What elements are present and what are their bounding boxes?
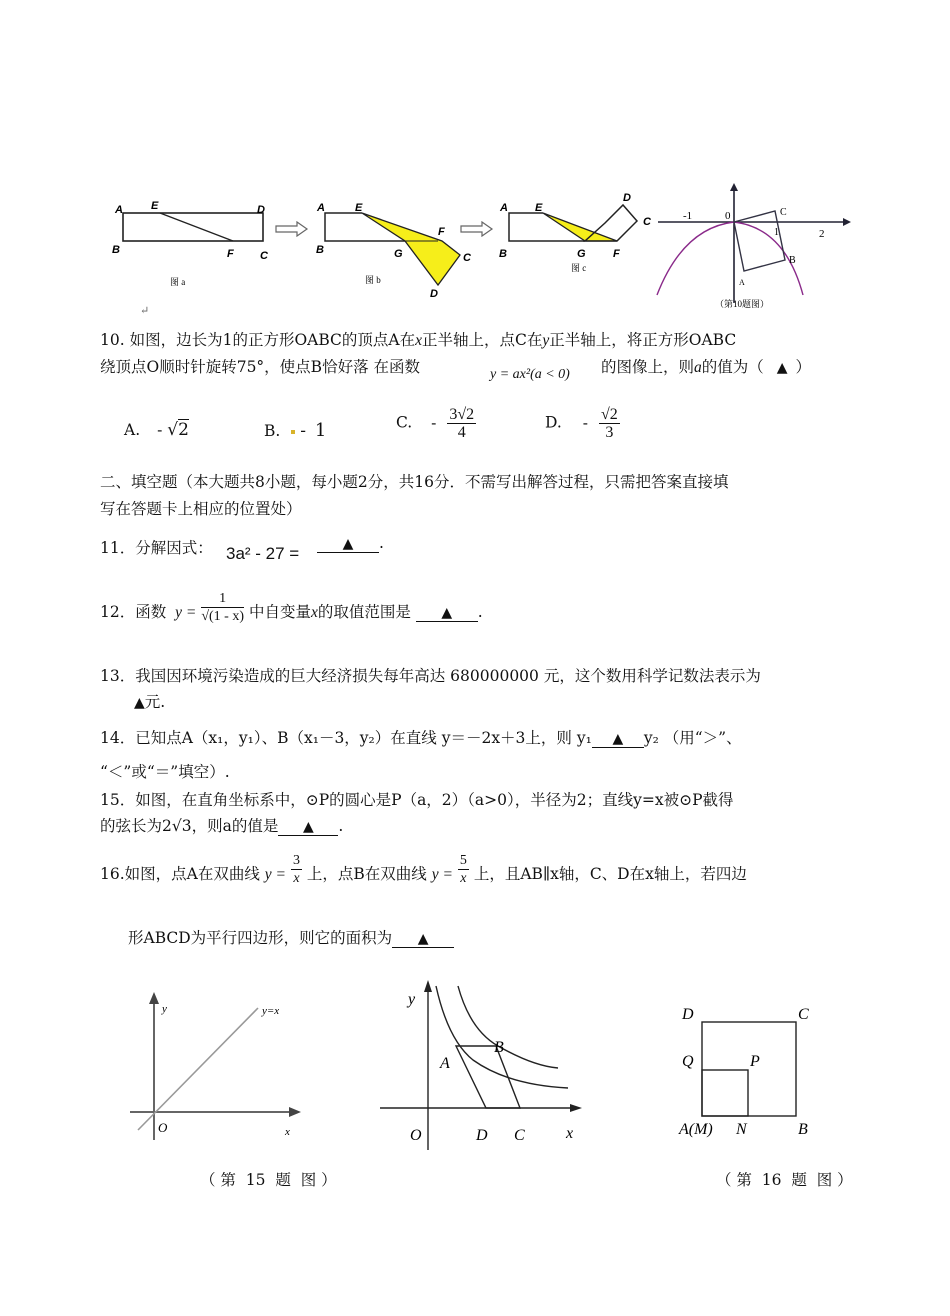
q14-line1: 14．已知点A（x₁，y₁）、B（x₁－3，y₂）在直线 y＝－2x＋3上，则 y₁ ▲ y₂ （用“＞”、 xyxy=(100,729,742,747)
label-c-E: E xyxy=(535,202,543,214)
label-c-C: C xyxy=(643,216,651,228)
label-q10-2: 2 xyxy=(819,228,825,240)
label-b-D: D xyxy=(430,288,438,300)
q12-answer-blank[interactable]: ▲ xyxy=(416,603,478,622)
q10-option-c[interactable]: C. - $\frac{3√2}{4}$ xyxy=(396,406,475,441)
q11-expression: 3a² - 27 = xyxy=(226,544,300,563)
q14-line2: “＜”或“＝”填空）. xyxy=(100,763,230,781)
label-a-E: E xyxy=(151,200,159,212)
label-a-F: F xyxy=(227,248,234,260)
q15-line1: 15．如图，在直角坐标系中，⊙P的圆心是P（a，2）（a>0），半径为2；直线y=x被⊙P截得 xyxy=(100,791,734,809)
q10-line2: 绕顶点O顺时针旋转75°，使点B恰好落 在函数 xyxy=(100,358,420,376)
arrow-icon xyxy=(460,221,494,237)
label-sq-D: D xyxy=(682,1006,694,1023)
q13-line1: 13．我国因环境污染造成的巨大经济损失每年高达 680000000 元，这个数用科学记数法表示为 xyxy=(100,667,761,685)
label-b-A: A xyxy=(317,202,325,214)
section2-heading-line2: 写在答题卡上相应的位置处） xyxy=(100,500,302,518)
label-c-A: A xyxy=(500,202,508,214)
label-b-G: G xyxy=(394,248,403,260)
label-q16-A: A xyxy=(440,1055,450,1072)
label-c-B: B xyxy=(499,248,507,260)
figure-q16 xyxy=(378,980,588,1150)
q10-line2-tail: 的图像上，则a的值为（ ▲ ） xyxy=(601,358,812,376)
figure-q15 xyxy=(118,990,318,1150)
caption-q16: （ 第 16 题 图 ） xyxy=(716,1171,853,1189)
q16-line2: 形ABCD为平行四边形，则它的面积为 ▲ xyxy=(128,926,454,948)
q10-formula: y = ax²(a < 0) xyxy=(490,367,570,382)
label-sq-N: N xyxy=(736,1121,747,1138)
label-q16-x: x xyxy=(566,1125,574,1142)
paragraph-mark: ↵ xyxy=(140,304,150,317)
q11-answer-blank[interactable]: ▲ . xyxy=(317,534,384,553)
q10-option-a[interactable]: A. - √2 xyxy=(124,420,189,440)
label-q16-y: y xyxy=(408,991,416,1008)
label-sq-P: P xyxy=(750,1053,760,1070)
label-a-A: A xyxy=(115,204,123,216)
label-q10-C: C xyxy=(780,207,787,218)
label-q16-C: C xyxy=(514,1127,525,1144)
label-b-B: B xyxy=(316,244,324,256)
figure-squares xyxy=(676,1000,826,1140)
caption-a: 图 a xyxy=(170,277,186,287)
q11-prefix: 11．分解因式： xyxy=(100,539,213,557)
label-a-B: B xyxy=(112,244,120,256)
label-sq-C: C xyxy=(798,1006,809,1023)
answer-placeholder-q10: ▲ xyxy=(776,360,788,376)
label-q16-D: D xyxy=(476,1127,488,1144)
label-sq-Q: Q xyxy=(682,1053,694,1070)
figure-panel-c xyxy=(495,183,665,293)
q15-answer-blank[interactable]: ▲ xyxy=(278,817,338,836)
figure-folding-strip xyxy=(105,183,855,313)
label-c-D: D xyxy=(623,192,631,204)
label-sq-B: B xyxy=(798,1121,808,1138)
label-c-G: G xyxy=(577,248,586,260)
caption-q15: （ 第 15 题 图 ） xyxy=(200,1171,337,1189)
label-q16-B: B xyxy=(494,1039,504,1056)
q16-line1: 16.如图，点A在双曲线 y = $\frac{3}{x}$ 上，点B在双曲线 y = $\frac{5}{x}$ 上，且AB∥x轴，C、D在x轴上，若四边 xyxy=(100,852,747,886)
caption-c: 图 c xyxy=(571,263,587,273)
section2-heading-line1: 二、填空题（本大题共8小题，每小题2分，共16分．不需写出解答过程，只需把答案直接填 xyxy=(100,473,729,491)
label-q10-minus1: -1 xyxy=(683,210,693,222)
label-c-F: F xyxy=(613,248,620,260)
label-b-E: E xyxy=(355,202,363,214)
label-a-D: D xyxy=(257,204,265,216)
label-q10-B: B xyxy=(789,255,796,266)
label-q15-y: y xyxy=(162,1003,167,1015)
label-q16-O: O xyxy=(410,1127,422,1144)
figure-panel-a xyxy=(105,183,275,303)
arrow-icon xyxy=(275,221,309,237)
caption-b: 图 b xyxy=(365,275,381,285)
q13-answer-placeholder[interactable]: ▲ xyxy=(134,695,145,711)
label-q15-origin: O xyxy=(158,1120,168,1135)
q13-line2: ▲元. xyxy=(134,693,166,711)
label-b-F: F xyxy=(438,226,445,238)
label-q10-A: A xyxy=(739,278,745,287)
figure-panel-b xyxy=(310,183,480,303)
q10-option-b[interactable]: B. - 1 xyxy=(264,420,327,441)
label-q10-0: 0 xyxy=(725,210,731,222)
q15-line2: 的弦长为2√3，则a的值是 ▲ . xyxy=(100,817,344,835)
label-q15-x: x xyxy=(285,1126,290,1138)
q10-option-d[interactable]: D. - $\frac{√2}{3}$ xyxy=(545,406,618,441)
q12-line: 12．函数 y = $\frac{1}{√(1 - x)}$ 中自变量x的取值范围是 ▲ . xyxy=(100,590,483,624)
q14-answer-blank[interactable]: ▲ xyxy=(592,729,644,748)
label-q15-line: y=x xyxy=(262,1005,280,1017)
label-sq-AM: A(M) xyxy=(679,1121,713,1138)
q10-line1: 10. 如图，边长为1的正方形OABC的顶点A在x正半轴上，点C在y正半轴上，将正方形OABC xyxy=(100,331,737,349)
q16-answer-blank[interactable]: ▲ xyxy=(392,929,454,948)
label-b-C: C xyxy=(463,252,471,264)
figure-q10 xyxy=(653,183,853,311)
label-q10-1: 1 xyxy=(774,227,779,238)
label-a-C: C xyxy=(260,250,268,262)
caption-q10: （第10题图） xyxy=(715,299,770,309)
